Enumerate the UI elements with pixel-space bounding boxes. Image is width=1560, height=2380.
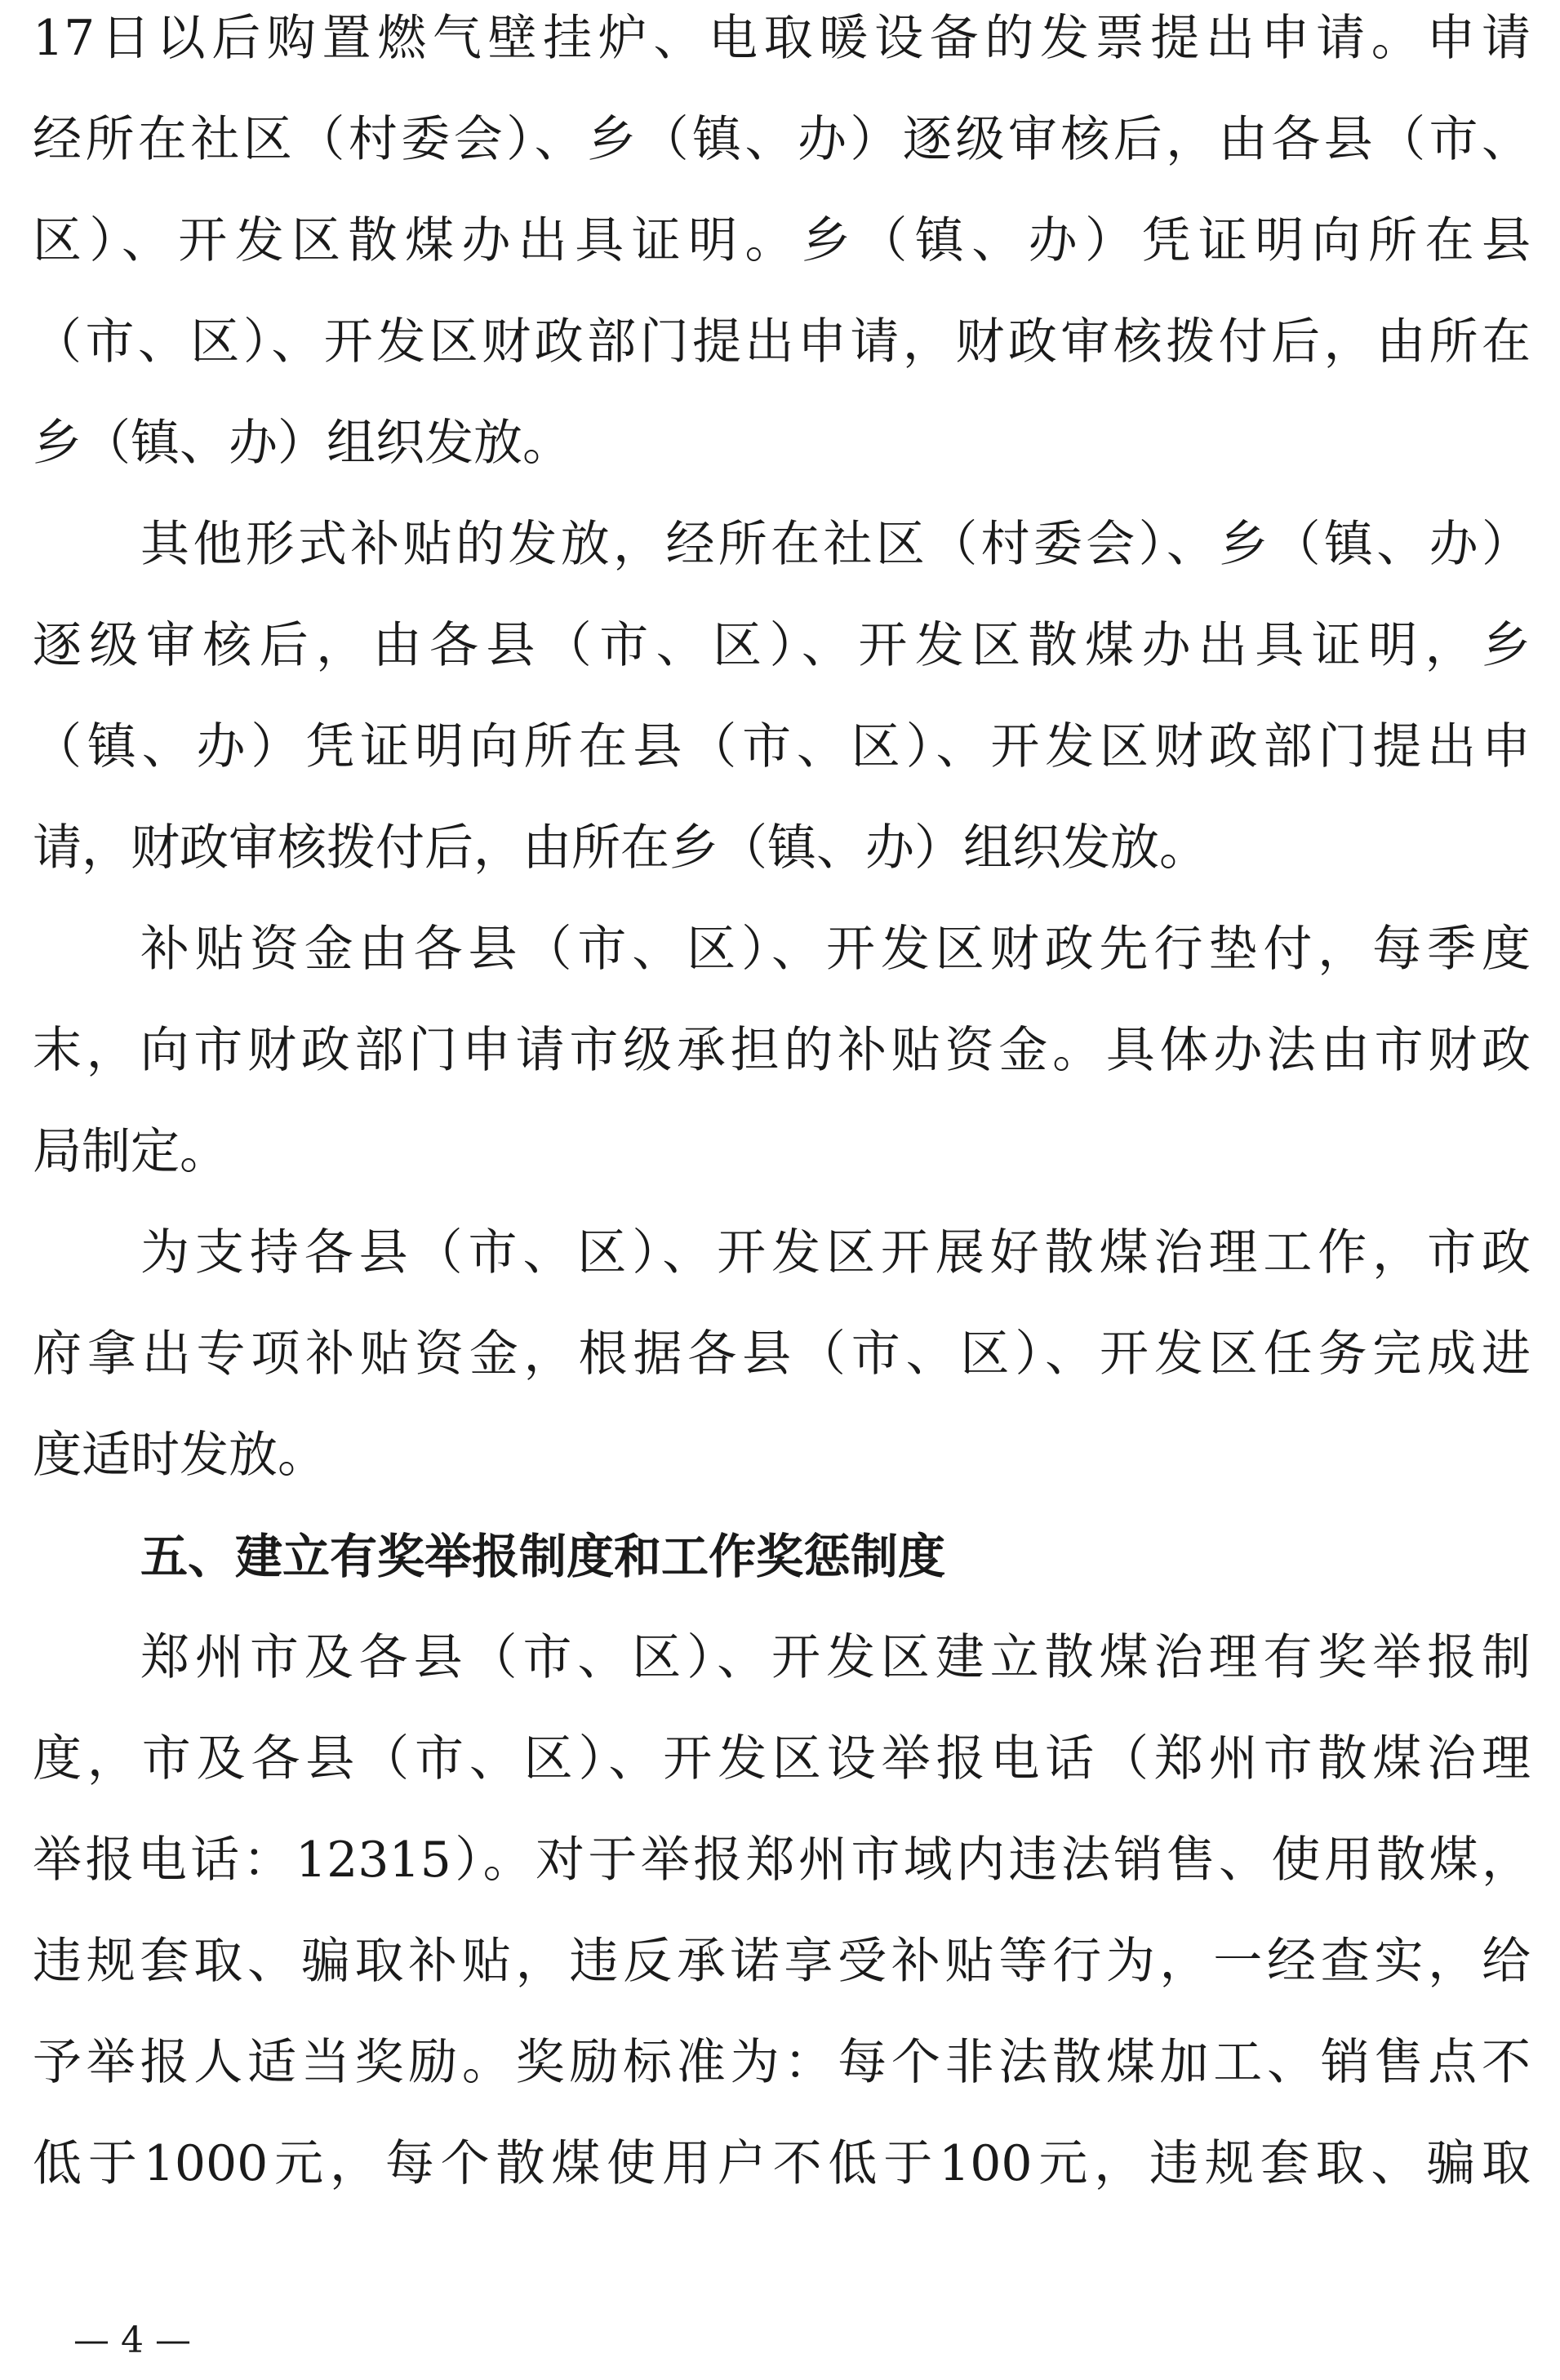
text-line: 为支持各县（市、区）、开发区开展好散煤治理工作，市政 xyxy=(140,1224,1531,1281)
text-line: 末，向市财政部门申请市级承担的补贴资金。具体办法由市财政 xyxy=(33,1022,1531,1079)
page-number: — 4 — xyxy=(73,2320,191,2361)
text-line: 郑州市及各县（市、区）、开发区建立散煤治理有奖举报制 xyxy=(140,1629,1531,1686)
text-line: 予举报人适当奖励。奖励标准为：每个非法散煤加工、销售点不 xyxy=(33,2034,1531,2091)
text-line: 补贴资金由各县（市、区）、开发区财政先行垫付，每季度 xyxy=(140,921,1531,978)
text-line: 经所在社区（村委会）、乡（镇、办）逐级审核后，由各县（市、 xyxy=(33,111,1531,168)
text-line: 度适时发放。 xyxy=(33,1427,327,1484)
text-line: 违规套取、骗取补贴，违反承诺享受补贴等行为，一经查实，给 xyxy=(33,1933,1531,1990)
text-line: 逐级审核后，由各县（市、区）、开发区散煤办出具证明，乡 xyxy=(33,617,1531,674)
text-line: 乡（镇、办）组织发放。 xyxy=(33,415,571,472)
text-line: 低于1000元，每个散煤使用户不低于100元，违规套取、骗取 xyxy=(33,2135,1531,2192)
text-line: 17日以后购置燃气壁挂炉、电取暖设备的发票提出申请。申请 xyxy=(33,10,1531,67)
text-line: 府拿出专项补贴资金，根据各县（市、区）、开发区任务完成进 xyxy=(33,1325,1531,1383)
text-line: 请，财政审核拨付后，由所在乡（镇、办）组织发放。 xyxy=(33,819,1208,877)
text-line: 区）、开发区散煤办出具证明。乡（镇、办）凭证明向所在县 xyxy=(33,212,1531,269)
text-line: 其他形式补贴的发放，经所在社区（村委会）、乡（镇、办） xyxy=(140,516,1531,573)
text-line: （市、区）、开发区财政部门提出申请，财政审核拨付后，由所在 xyxy=(33,313,1531,371)
text-line: （镇、办）凭证明向所在县（市、区）、开发区财政部门提出申 xyxy=(33,718,1531,775)
text-line: 局制定。 xyxy=(33,1123,229,1180)
section-heading: 五、建立有奖举报制度和工作奖惩制度 xyxy=(140,1529,946,1584)
text-line: 度，市及各县（市、区）、开发区设举报电话（郑州市散煤治理 xyxy=(33,1730,1531,1787)
text-line: 举报电话：12315）。对于举报郑州市域内违法销售、使用散煤， xyxy=(33,1832,1531,1889)
